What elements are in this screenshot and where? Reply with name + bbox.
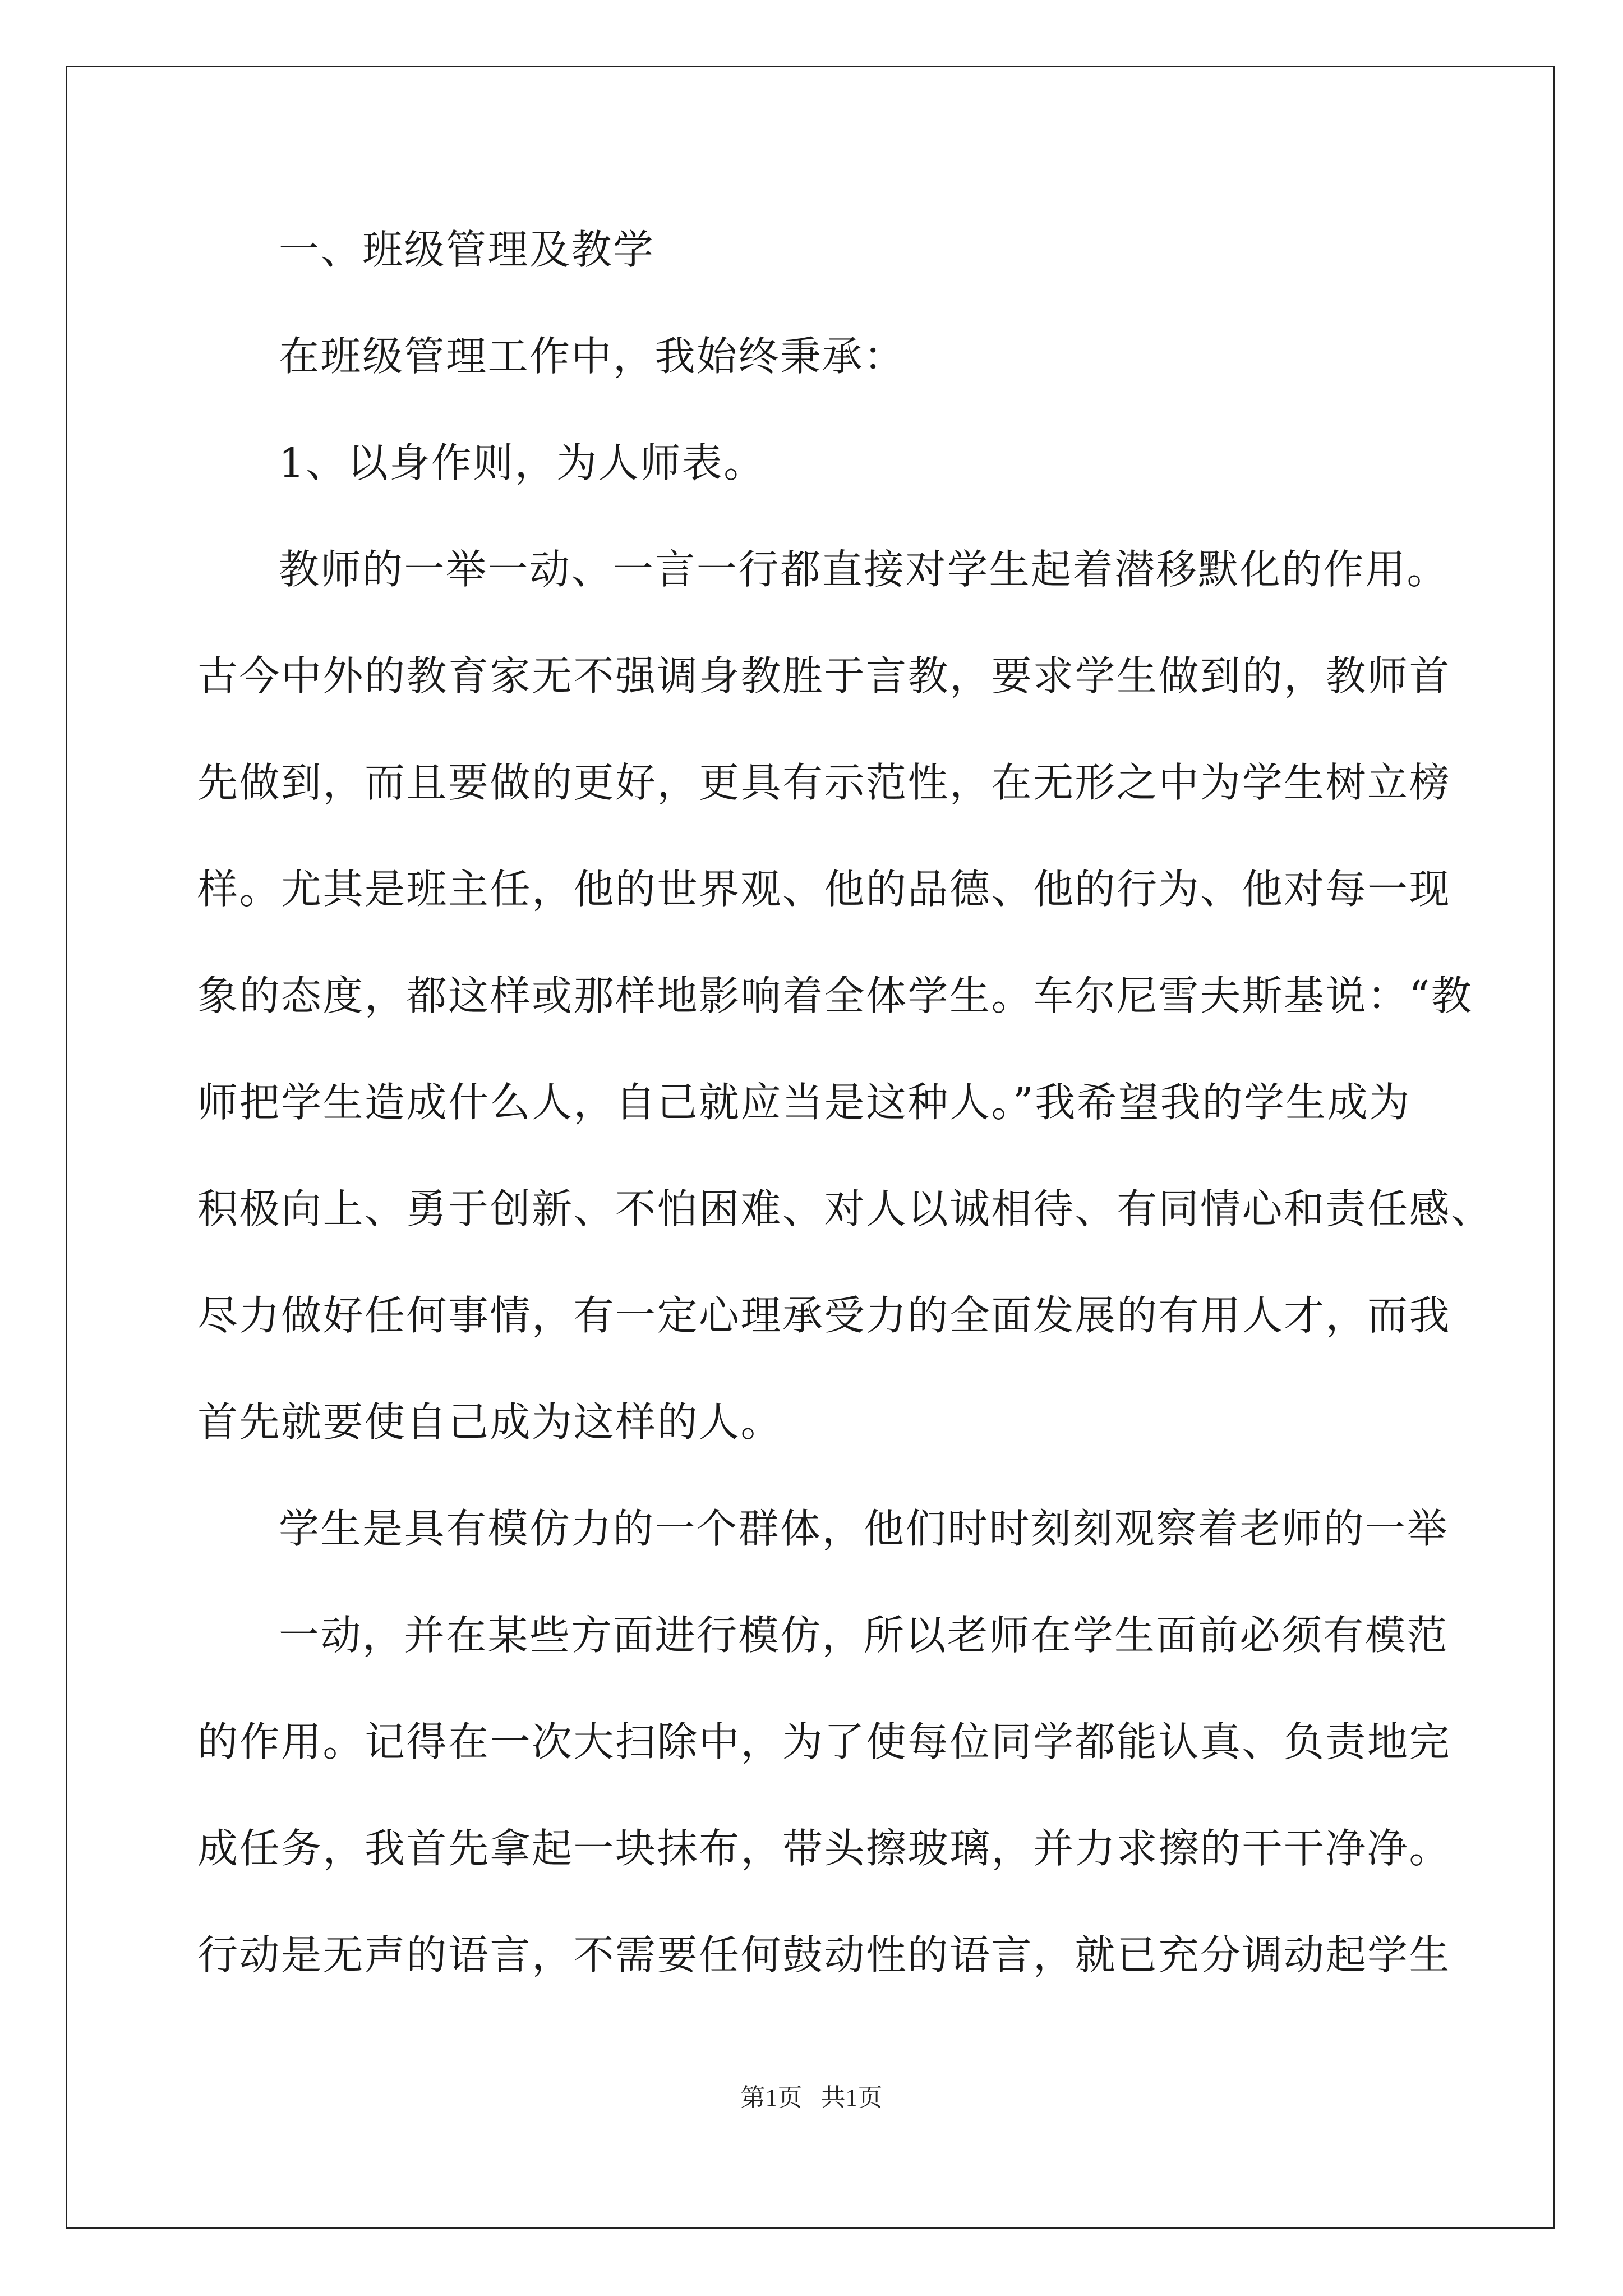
paragraph-line: 成任务，我首先拿起一块抹布，带头擦玻璃，并力求擦的干干净净。 [197, 1825, 1451, 1872]
paragraph-line: 样。尤其是班主任，他的世界观、他的品德、他的行为、他对每一现 [197, 866, 1451, 913]
paragraph-line: 象的态度，都这样或那样地影响着全体学生。车尔尼雪夫斯基说：“教 [197, 972, 1473, 1019]
page-number: 第1页 共1页 [740, 2084, 883, 2111]
paragraph-line: 积极向上、勇于创新、不怕困难、对人以诚相待、有同情心和责任感、 [197, 1185, 1493, 1232]
paragraph-line: 尽力做好任何事情，有一定心理承受力的全面发展的有用人才，而我 [197, 1292, 1451, 1339]
paragraph-line: 先做到，而且要做的更好，更具有示范性，在无形之中为学生树立榜 [197, 759, 1451, 806]
paragraph-line: 古今中外的教育家无不强调身教胜于言教，要求学生做到的，教师首 [197, 652, 1451, 700]
paragraph-line: 教师的一举一动、一言一行都直接对学生起着潜移默化的作用。 [279, 546, 1449, 593]
paragraph-line: 学生是具有模仿力的一个群体，他们时时刻刻观察着老师的一举 [279, 1505, 1449, 1552]
paragraph-line: 一动，并在某些方面进行模仿，所以老师在学生面前必须有模范 [279, 1612, 1449, 1659]
paragraph-line: 首先就要使自己成为这样的人。 [197, 1398, 783, 1446]
page-frame [66, 66, 1555, 2229]
paragraph-line: 在班级管理工作中，我始终秉承： [279, 333, 906, 380]
paragraph-line: 行动是无声的语言，不需要任何鼓动性的语言，就已充分调动起学生 [197, 1931, 1451, 1978]
paragraph-line: 的作用。记得在一次大扫除中，为了使每位同学都能认真、负责地完 [197, 1718, 1451, 1765]
list-item-heading: 1、以身作则，为人师表。 [279, 439, 766, 486]
paragraph-line: 师把学生造成什么人，自己就应当是这种人。”我希望我的学生成为 [197, 1079, 1411, 1126]
section-heading: 一、班级管理及教学 [279, 226, 655, 273]
